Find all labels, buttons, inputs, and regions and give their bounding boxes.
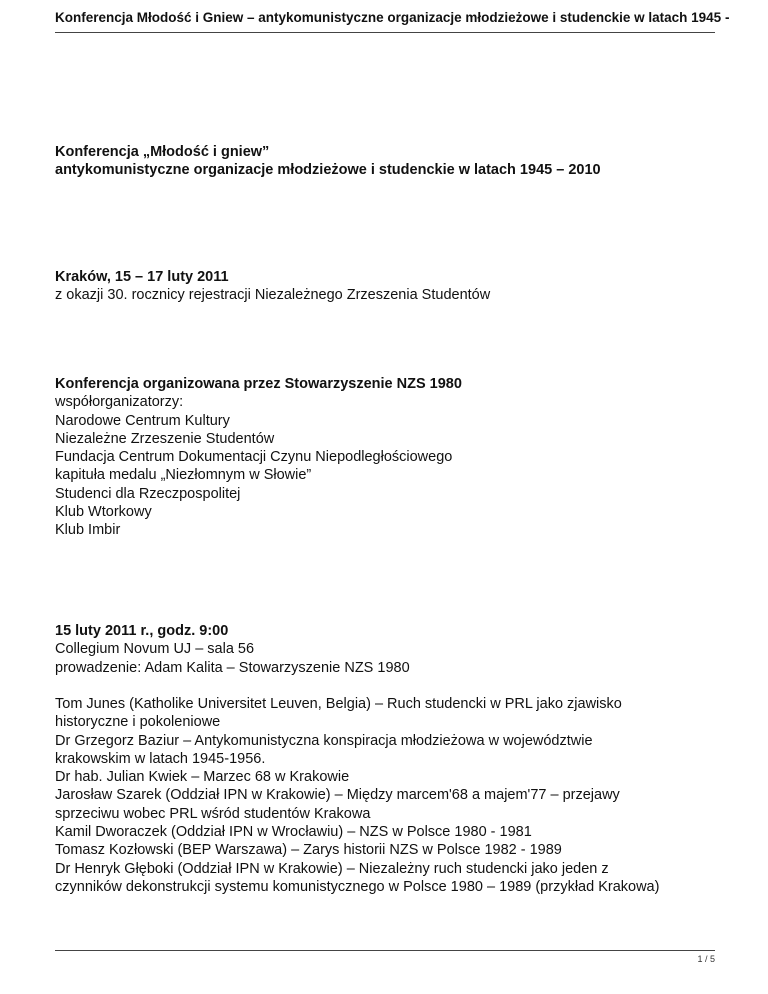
talk-line: Jarosław Szarek (Oddział IPN w Krakowie) – Między marcem'68 a majem'77 – przejawy [55,787,620,804]
header-divider [55,32,715,33]
coorganizer-item: Klub Wtorkowy [55,504,152,521]
talks-block [55,695,735,896]
place-occasion: z okazji 30. rocznicy rejestracji Niezależnego Zrzeszenia Studentów [55,287,491,304]
coorganizers-label: współorganizatorzy: [55,394,184,411]
session-block [55,622,735,677]
footer-divider [55,950,715,951]
coorganizer-item: Studenci dla Rzeczpospolitej [55,485,241,502]
talk-line: Kamil Dworaczek (Oddział IPN w Wrocławiu) – NZS w Polsce 1980 - 1981 [55,824,532,841]
running-header: Konferencja Młodość i Gniew – antykomunistyczne organizacje młodzieżowe i studenckie w latach 1945 - [55,10,730,25]
place-date: Kraków, 15 – 17 luty 2011 [55,269,229,285]
page-number: 1 / 5 [697,954,715,964]
talk-line: krakowskim w latach 1945-1956. [55,750,266,767]
coorganizer-item: Narodowe Centrum Kultury [55,412,230,429]
organizers-heading: Konferencja organizowana przez Stowarzyszenie NZS 1980 [55,376,462,392]
talk-line: Dr hab. Julian Kwiek – Marzec 68 w Krakowie [55,769,350,786]
coorganizer-item: Niezależne Zrzeszenie Studentów [55,430,275,447]
session-host: prowadzenie: Adam Kalita – Stowarzyszenie NZS 1980 [55,659,410,676]
coorganizer-item: kapituła medalu „Niezłomnym w Słowie” [55,467,312,484]
organizers-block [55,375,735,540]
coorganizer-item: Klub Imbir [55,522,121,539]
talk-line: czynników dekonstrukcji systemu komunistycznego w Polsce 1980 – 1989 (przykład Krakowa) [55,878,660,895]
session-venue: Collegium Novum UJ – sala 56 [55,641,255,658]
talk-line: Tomasz Kozłowski (BEP Warszawa) – Zarys historii NZS w Polsce 1982 - 1989 [55,842,562,859]
session-heading: 15 luty 2011 r., godz. 9:00 [55,623,229,639]
talk-line: historyczne i pokoleniowe [55,714,221,731]
coorganizer-item: Fundacja Centrum Dokumentacji Czynu Niepodległościowego [55,449,453,466]
talk-line: sprzeciwu wobec PRL wśród studentów Krakowa [55,805,371,822]
title-block [55,143,735,180]
title-line-2: antykomunistyczne organizacje młodzieżowe i studenckie w latach 1945 – 2010 [55,162,601,179]
talk-line: Dr Henryk Głęboki (Oddział IPN w Krakowie) – Niezależny ruch studencki jako jeden z [55,860,609,877]
talk-line: Dr Grzegorz Baziur – Antykomunistyczna konspiracja młodzieżowa w województwie [55,732,593,749]
talk-line: Tom Junes (Katholike Universitet Leuven, Belgia) – Ruch studencki w PRL jako zjawisko [55,696,622,712]
title-line-1: Konferencja „Młodość i gniew” [55,144,270,160]
place-block [55,268,735,305]
